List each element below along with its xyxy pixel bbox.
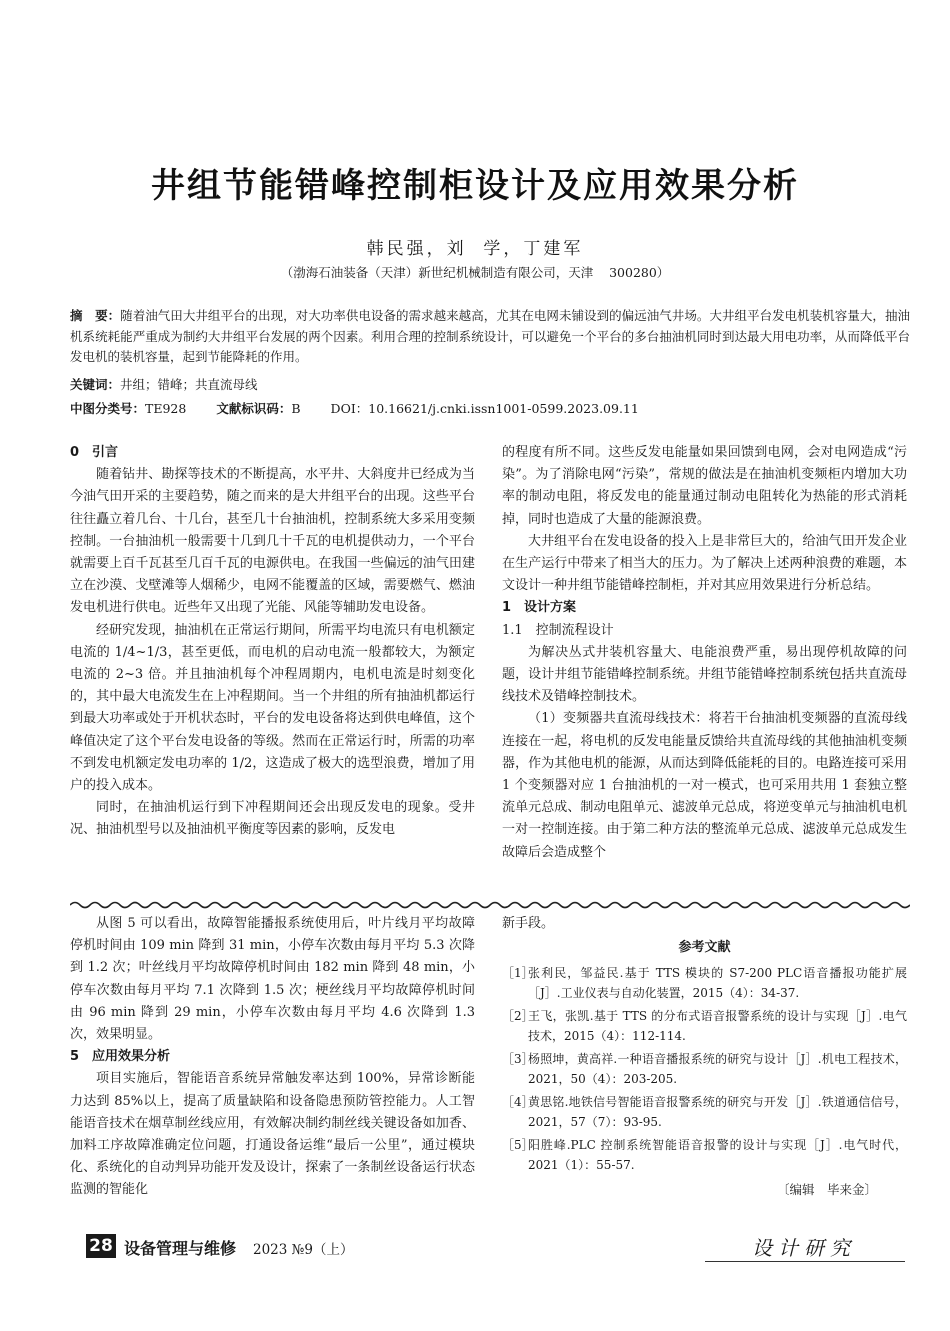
clc-value: TE928 xyxy=(145,401,187,416)
paragraph: 的程度有所不同。这些反发电能量如果回馈到电网，会对电网造成“污染”。为了消除电网“污染”，常规的做法是在抽油机变频柜内增加大功率的制动电阻，将反发电的能量通过制动电阻转化为热能的形式消耗掉，同时也造成了大量的能源浪费。 xyxy=(502,445,907,527)
reference-number: ［5］ xyxy=(502,1138,534,1153)
classification-line xyxy=(70,399,639,417)
keywords xyxy=(70,375,258,393)
doi-value: 10.16621/j.cnki.issn1001-0599.2023.09.11 xyxy=(368,401,639,416)
section-heading-5: 5 应用效果分析 xyxy=(70,1049,171,1065)
bottom-right-column xyxy=(502,913,907,1202)
section-heading-0: 0 引言 xyxy=(70,445,119,460)
paragraph: 经研究发现，抽油机在正常运行期间，所需平均电流只有电机额定电流的 1/4~1/3，甚至更低，而电机的启动电流一般都较大，为额定电流的 2~3 倍。并且抽油机每个冲程周期内，电机电流是时刻变化的，其中最大电流发生在上冲程期间。当一个井组的所有抽油机都运行到最大功率或处于开机状态时，平台的发电设备将达到供电峰值，这个峰值决定了这个平台发电设备的等级。然而在正常运行时，所需的功率不到发电机额定发电功率的 1/2，这造成了极大的选型浪费，增加了用户的投入成本。 xyxy=(70,622,475,794)
issue-info: 2023 №9（上） xyxy=(253,1242,354,1258)
reference-list xyxy=(502,963,907,1175)
paragraph: 为解决丛式井装机容量大、电能浪费严重，易出现停机故障的问题，设计井组节能错峰控制系统。井组节能错峰控制系统包括共直流母线技术及错峰控制技术。 xyxy=(502,644,907,705)
journal-name: 设备管理与维修 xyxy=(124,1239,237,1258)
section-heading-1: 1 设计方案 xyxy=(502,600,577,616)
reference-text: 阳胜峰.PLC 控制系统智能语音报警的设计与实现［J］.电气时代，2021（1）：55-57. xyxy=(528,1138,907,1173)
editor-credit: 〔编辑 毕来金〕 xyxy=(776,1182,877,1198)
reference-item xyxy=(502,1135,907,1175)
reference-number: ［4］ xyxy=(502,1095,534,1110)
paragraph: 大井组平台在发电设备的投入上是非常巨大的，给油气田开发企业在生产运行中带来了相当大的压力。为了解决上述两种浪费的难题，本文设计一种井组节能错峰控制柜，并对其应用效果进行分析总结。 xyxy=(502,533,907,594)
doi-label: DOI： xyxy=(330,401,369,416)
section-name: 设计研究 xyxy=(752,1236,856,1260)
affiliation: （渤海石油装备（天津）新世纪机械制造有限公司，天津 300280） xyxy=(280,265,670,280)
reference-item xyxy=(502,1006,907,1046)
paper-title: 井组节能错峰控制柜设计及应用效果分析 xyxy=(151,166,799,206)
paragraph: 随着钻井、勘探等技术的不断提高，水平井、大斜度井已经成为当今油气田开采的主要趋势，随之而来的是大井组平台的出现。这些平台往往矗立着几台、十几台，甚至几十台抽油机，控制系统大多采用变频控制。一台抽油机一般需要十几到几十千瓦的电机提供动力，一个平台就需要上百千瓦甚至几百千瓦的电源供电。在我国一些偏远的油气田建立在沙漠、戈壁滩等人烟稀少，电网不能覆盖的区域，需要燃气、燃油发电机进行供电。近些年又出现了光能、风能等辅助发电设备。 xyxy=(70,467,475,616)
reference-item xyxy=(502,963,907,1003)
reference-text: 张利民，邹益民.基于 TTS 模块的 S7-200 PLC语音播报功能扩展［J］.工业仪表与自动化装置，2015（4）：34-37. xyxy=(528,966,907,1001)
reference-text: 杨照坤，黄高祥.一种语音播报系统的研究与设计［J］.机电工程技术，2021，50（4）：203-205. xyxy=(528,1052,907,1087)
reference-number: ［2］ xyxy=(502,1009,534,1024)
wavy-divider xyxy=(70,900,910,910)
abstract-text: 随着油气田大井组平台的出现，对大功率供电设备的需求越来越高，尤其在电网未铺设到的偏远油气井场。大井组平台发电机装机容量大，抽油机系统耗能严重成为制约大井组平台发展的两个因素。利用合理的控制系统设计，可以避免一个平台的多台抽油机同时到达最大用电功率，从而降低平台发电机的装机容量，起到节能降耗的作用。 xyxy=(70,308,910,364)
abstract-label: 摘 要： xyxy=(70,308,121,323)
reference-item xyxy=(502,1049,907,1089)
references-title: 参考文献 xyxy=(678,940,731,956)
reference-number: ［1］ xyxy=(502,966,534,981)
keywords-text: 井组；错峰；共直流母线 xyxy=(120,377,258,392)
abstract xyxy=(70,306,910,368)
doc-code-value: B xyxy=(291,401,301,416)
reference-number: ［3］ xyxy=(502,1052,534,1067)
reference-item xyxy=(502,1092,907,1132)
clc-label: 中图分类号： xyxy=(70,401,146,416)
bottom-left-column xyxy=(70,913,475,1202)
keywords-label: 关键词： xyxy=(70,377,121,392)
top-right-column xyxy=(502,442,907,864)
authors: 韩民强，刘 学，丁建军 xyxy=(366,239,584,259)
reference-text: 黄思铭.地铁信号智能语音报警系统的研究与开发［J］.铁道通信信号，2021，57（7）：93-95. xyxy=(528,1095,907,1130)
subsection-heading-1-1: 1.1 控制流程设计 xyxy=(502,622,614,638)
paragraph: （1）变频器共直流母线技术：将若干台抽油机变频器的直流母线连接在一起，将电机的反发电能量反馈给共直流母线的其他抽油机变频器，作为其他电机的能源，从而达到降低能耗的目的。电路连接可采用 1 个变频器对应 1 台抽油机的一对一模式，也可采用共用 1 套独立整流单元总成、制动电阻单元、滤波单元总成，将逆变单元与抽油机电机一对一控制连接。由于第二种方法的整流单元总成、滤波单元总成发生故障后会造成整个 xyxy=(502,711,907,860)
paragraph: 同时，在抽油机运行到下冲程期间还会出现反发电的现象。受井况、抽油机型号以及抽油机平衡度等因素的影响，反发电 xyxy=(70,800,475,838)
footer-rule xyxy=(705,1261,905,1262)
paragraph: 从图 5 可以看出，故障智能播报系统使用后，叶片线月平均故障停机时间由 109 min 降到 31 min，小停车次数由每月平均 5.3 次降到 1.2 次；叶丝线月平均故障停机时间由 182 min 降到 48 min，小停车次数由每月平均 7.1 次降到 1.5 次；梗丝线月平均故障停机时间由 96 min 降到 29 min，小停车次数由每月平均 4.6 次降到 1.3 次，效果明显。 xyxy=(70,916,475,1043)
reference-text: 王飞，张凯.基于 TTS 的分布式语音报警系统的设计与实现［J］.电气技术，2015（4）：112-114. xyxy=(528,1009,907,1044)
top-left-column xyxy=(70,442,475,842)
paragraph: 项目实施后，智能语音系统异常触发率达到 100%，异常诊断能力达到 85%以上，提高了质量缺陷和设备隐患预防管控能力。人工智能语音技术在烟草制丝线应用，有效解决制约制丝线关键设备如加香、加料工序故障准确定位问题，打通设备运维“最后一公里”，通过模块化、系统化的自动判异功能开发及设计，探索了一条制丝设备运行状态监测的智能化 xyxy=(70,1071,475,1198)
page-number: 28 xyxy=(86,1234,116,1258)
paragraph: 新手段。 xyxy=(502,916,555,931)
doc-code-label: 文献标识码： xyxy=(216,401,292,416)
